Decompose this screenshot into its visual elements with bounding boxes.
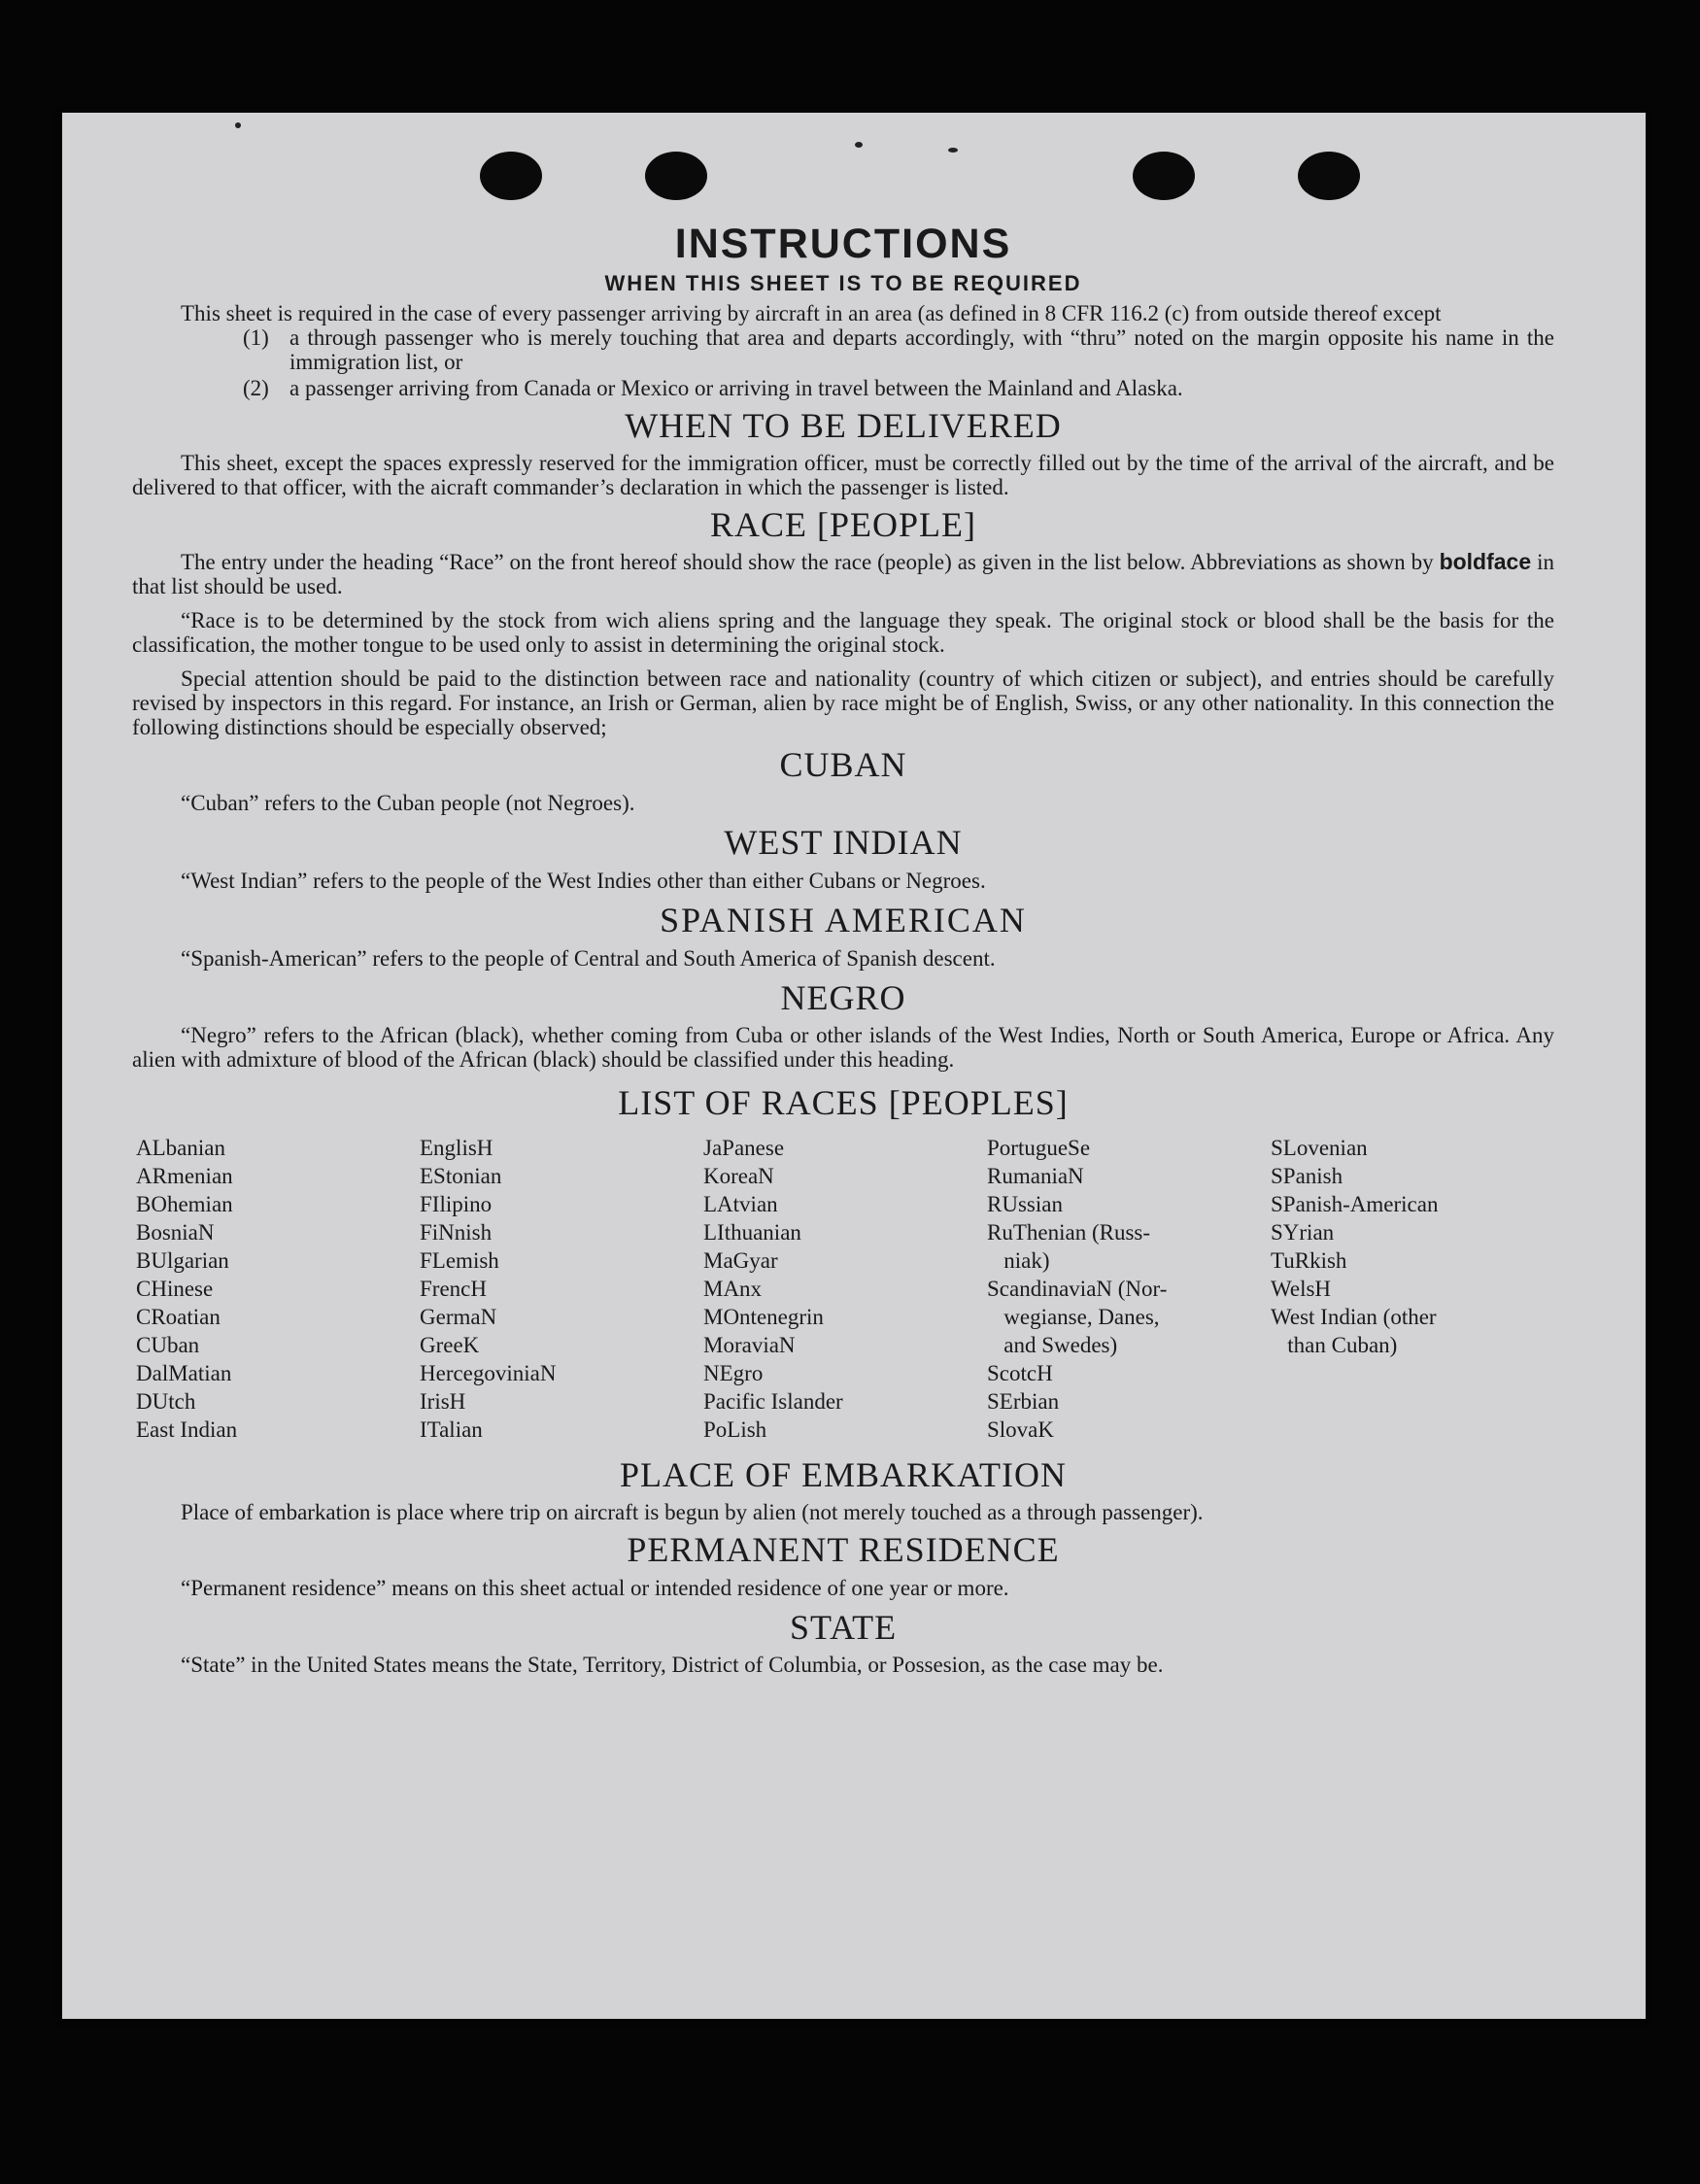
section-heading-delivered: WHEN TO BE DELIVERED bbox=[625, 406, 1062, 445]
races-column bbox=[987, 1134, 1271, 1444]
race-entry: SPanish bbox=[1271, 1164, 1343, 1188]
races-column bbox=[703, 1134, 987, 1444]
race-entry: IrisH bbox=[420, 1389, 466, 1414]
race-entry: BosniaN bbox=[136, 1220, 215, 1245]
boldface-word: boldface bbox=[1439, 549, 1532, 574]
race-entry: and Swedes) bbox=[987, 1333, 1118, 1357]
race-entry: FIlipino bbox=[420, 1192, 493, 1216]
race-paragraph-1-end: in that list should be used. bbox=[132, 550, 1555, 598]
west-indian-paragraph: “West Indian” refers to the people of the West Indies other than either Cubans or Negroes. bbox=[181, 869, 986, 893]
race-entry: EStonian bbox=[420, 1164, 502, 1188]
section-heading-state: STATE bbox=[789, 1608, 898, 1647]
race-entry: MoraviaN bbox=[703, 1333, 796, 1357]
race-entry: CUban bbox=[136, 1333, 200, 1357]
page-subtitle: WHEN THIS SHEET IS TO BE REQUIRED bbox=[604, 271, 1082, 295]
race-paragraph-3: Special attention should be paid to the distinction between race and nationality (country of which citizen or subject), and entries should be carefully revised by inspectors in this regard. For instance, an Irish or German, alien by race might be of English, Swiss, or any other nationality. In this connection the following distinctions should be especially observed; bbox=[132, 666, 1554, 739]
race-entry: SErbian bbox=[987, 1389, 1060, 1414]
race-entry: DUtch bbox=[136, 1389, 196, 1414]
exception-number: (1) bbox=[243, 325, 269, 350]
race-entry: DalMatian bbox=[136, 1361, 232, 1385]
document-page bbox=[62, 113, 1646, 2019]
exception-item bbox=[243, 376, 1554, 400]
race-entry: RUssian bbox=[987, 1192, 1063, 1216]
race-entry: niak) bbox=[987, 1248, 1050, 1273]
race-entry: MOntenegrin bbox=[703, 1305, 824, 1329]
section-heading-race: RACE [PEOPLE] bbox=[710, 505, 976, 544]
exception-text: a through passenger who is merely touching that area and departs accordingly, with “thru” noted on the margin opposite his name in the immigration list, or bbox=[289, 325, 1554, 374]
race-entry: ALbanian bbox=[136, 1136, 225, 1160]
embarkation-paragraph: Place of embarkation is place where trip on aircraft is begun by alien (not merely touched as a through passenger). bbox=[181, 1500, 1204, 1524]
intro-paragraph: This sheet is required in the case of every passenger arriving by aircraft in an area (as defined in 8 CFR 116.2 (c) from outside thereof except bbox=[181, 301, 1442, 325]
speck bbox=[235, 122, 241, 128]
races-column bbox=[420, 1134, 703, 1444]
race-paragraph-2: “Race is to be determined by the stock from wich aliens spring and the language they speak. The original stock or blood shall be the basis for the classification, the mother tongue to be used only to assist in determining the original stock. bbox=[132, 608, 1554, 657]
race-entry: BUlgarian bbox=[136, 1248, 229, 1273]
exception-number: (2) bbox=[243, 376, 269, 400]
speck bbox=[855, 142, 863, 148]
race-entry: SLovenian bbox=[1271, 1136, 1368, 1160]
exception-item bbox=[243, 325, 1554, 374]
spanish-american-paragraph: “Spanish-American” refers to the people of Central and South America of Spanish descent. bbox=[181, 946, 996, 971]
race-entry: GermaN bbox=[420, 1305, 497, 1329]
race-entry: BOhemian bbox=[136, 1192, 233, 1216]
cuban-paragraph: “Cuban” refers to the Cuban people (not Negroes). bbox=[181, 791, 635, 815]
race-entry: FLemish bbox=[420, 1248, 499, 1273]
race-entry: ARmenian bbox=[136, 1164, 233, 1188]
race-entry: Pacific Islander bbox=[703, 1389, 843, 1414]
race-entry: EnglisH bbox=[420, 1136, 493, 1160]
races-column bbox=[136, 1134, 420, 1444]
section-heading-negro: NEGRO bbox=[780, 978, 906, 1017]
race-entry: SYrian bbox=[1271, 1220, 1335, 1245]
race-entry: CRoatian bbox=[136, 1305, 221, 1329]
section-heading-west-indian: WEST INDIAN bbox=[724, 823, 963, 862]
section-heading-spanish-american: SPANISH AMERICAN bbox=[660, 901, 1027, 939]
race-paragraph-1 bbox=[132, 550, 1554, 598]
state-paragraph: “State” in the United States means the State, Territory, District of Columbia, or Possesion, as the case may be. bbox=[181, 1653, 1164, 1677]
race-entry: wegianse, Danes, bbox=[987, 1305, 1160, 1329]
punch-hole bbox=[480, 152, 542, 200]
races-list bbox=[132, 1134, 1554, 1444]
race-entry: LAtvian bbox=[703, 1192, 778, 1216]
races-column bbox=[1271, 1134, 1554, 1444]
section-heading-cuban: CUBAN bbox=[779, 745, 907, 784]
race-entry: PortugueSe bbox=[987, 1136, 1091, 1160]
race-entry: RuThenian (Russ- bbox=[987, 1220, 1151, 1245]
punch-hole bbox=[1298, 152, 1360, 200]
race-entry: ScotcH bbox=[987, 1361, 1053, 1385]
race-entry: FrencH bbox=[420, 1277, 487, 1301]
section-heading-races-list: LIST OF RACES [PEOPLES] bbox=[618, 1083, 1069, 1122]
residence-paragraph: “Permanent residence” means on this sheet actual or intended residence of one year or more. bbox=[181, 1576, 1009, 1600]
race-entry: East Indian bbox=[136, 1417, 238, 1442]
race-entry: FiNnish bbox=[420, 1220, 493, 1245]
section-heading-embarkation: PLACE OF EMBARKATION bbox=[619, 1455, 1068, 1494]
instructions-content bbox=[132, 220, 1554, 1677]
punch-hole bbox=[1133, 152, 1195, 200]
race-entry: GreeK bbox=[420, 1333, 480, 1357]
race-entry: RumaniaN bbox=[987, 1164, 1084, 1188]
race-entry: JaPanese bbox=[703, 1136, 785, 1160]
race-entry: SPanish-American bbox=[1271, 1192, 1439, 1216]
race-entry: ScandinaviaN (Nor- bbox=[987, 1277, 1168, 1301]
negro-paragraph: “Negro” refers to the African (black), whether coming from Cuba or other islands of the West Indies, North or South America, Europe or Africa. Any alien with admixture of blood of the African (black) should be classified under this heading. bbox=[132, 1023, 1554, 1072]
race-entry: TuRkish bbox=[1271, 1248, 1347, 1273]
exception-text: a passenger arriving from Canada or Mexico or arriving in travel between the Mainland and Alaska. bbox=[289, 376, 1183, 400]
speck bbox=[948, 148, 958, 153]
race-entry: LIthuanian bbox=[703, 1220, 801, 1245]
race-entry: WelsH bbox=[1271, 1277, 1332, 1301]
race-entry: than Cuban) bbox=[1271, 1333, 1398, 1357]
page-title: INSTRUCTIONS bbox=[674, 221, 1012, 267]
race-entry: PoLish bbox=[703, 1417, 767, 1442]
race-entry: KoreaN bbox=[703, 1164, 774, 1188]
race-paragraph-1-start: The entry under the heading “Race” on the front hereof should show the race (people) as given in the list below. Abbreviations as shown by bbox=[181, 550, 1440, 574]
section-heading-residence: PERMANENT RESIDENCE bbox=[627, 1530, 1060, 1569]
race-entry: MaGyar bbox=[703, 1248, 778, 1273]
delivered-paragraph: This sheet, except the spaces expressly reserved for the immigration officer, must be correctly filled out by the time of the arrival of the aircraft, and be delivered to that officer, with the aicraft commander’s declaration in which the passenger is listed. bbox=[132, 451, 1554, 499]
punch-hole bbox=[645, 152, 707, 200]
race-entry: NEgro bbox=[703, 1361, 764, 1385]
race-entry: HercegoviniaN bbox=[420, 1361, 557, 1385]
race-entry: MAnx bbox=[703, 1277, 763, 1301]
race-entry: CHinese bbox=[136, 1277, 214, 1301]
race-entry: SlovaK bbox=[987, 1417, 1054, 1442]
race-entry: ITalian bbox=[420, 1417, 483, 1442]
race-entry: West Indian (other bbox=[1271, 1305, 1437, 1329]
